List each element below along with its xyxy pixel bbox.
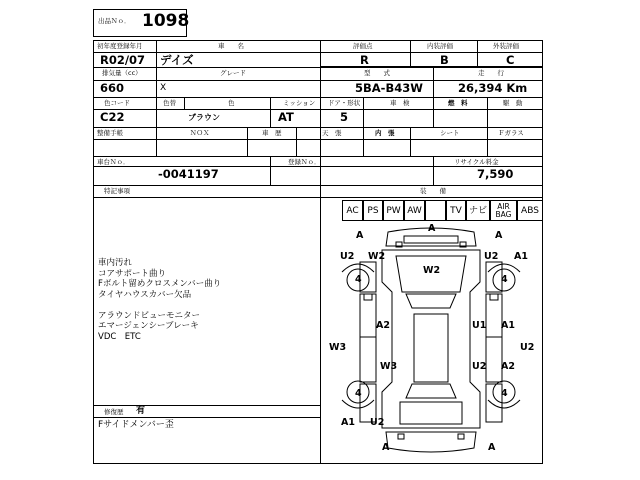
mark-tire-fl: 4 — [355, 274, 362, 285]
color-header: 色 — [228, 99, 235, 107]
col-divider — [363, 127, 364, 156]
interior-value: B — [440, 53, 449, 67]
repair-value: 有 — [136, 406, 146, 416]
mark-tire-fr: 4 — [501, 274, 508, 285]
equipment-ps-label: PS — [367, 205, 379, 216]
rear-lamp-outline — [458, 434, 464, 439]
rear-bumper-outline — [386, 432, 476, 452]
lot-number: 1098 — [142, 11, 190, 31]
doors-header: ドア・形状 — [328, 99, 361, 107]
score-header: 評価点 — [353, 42, 373, 50]
row-divider — [93, 417, 320, 418]
row-divider — [93, 405, 320, 406]
col-divider — [433, 97, 434, 127]
registration-header: 登録Ｎｏ． — [288, 158, 321, 166]
row-divider — [93, 197, 543, 198]
equipment-airbag — [490, 200, 517, 221]
inspection-header: 車 検 — [390, 99, 410, 107]
mirror-left-outline — [364, 294, 372, 300]
remarks-line — [98, 300, 221, 311]
col-divider — [156, 127, 157, 156]
col-divider — [363, 97, 364, 127]
mark-right-front-door: U1 — [472, 320, 487, 331]
rear-lamp-outline — [398, 434, 404, 439]
grade-value: X — [160, 83, 167, 93]
mark-right-side: U2 — [520, 342, 535, 353]
exterior-value: C — [506, 53, 515, 67]
fender-left-outline — [360, 262, 376, 292]
doors-right-outline — [486, 294, 502, 382]
history-header: 車 歴 — [262, 129, 282, 137]
color-sub-header: 色替 — [163, 99, 176, 107]
mark-left-front-door: A2 — [376, 320, 390, 331]
chassis-value: -0041197 — [158, 167, 219, 181]
equipment-pw-label: PW — [386, 205, 401, 216]
manual-header: 整備手帳 — [97, 129, 123, 137]
mileage-header: 走 行 — [478, 69, 504, 77]
model-value: 5BA-B43W — [355, 81, 423, 95]
col-divider — [156, 97, 157, 127]
remarks-line: 車内汚れ — [98, 258, 133, 268]
mileage-value: 26,394 Km — [458, 81, 528, 95]
col-divider — [410, 127, 411, 156]
score-value: R — [360, 53, 369, 67]
col-divider — [487, 127, 488, 156]
equipment-abs — [517, 200, 543, 221]
doors-value: 5 — [340, 110, 349, 124]
fender-right-outline — [486, 262, 502, 292]
lot-number-box — [93, 9, 190, 37]
year-header: 初年度登録年月 — [97, 42, 143, 50]
mark-left-mirror: W2 — [368, 251, 386, 262]
col-divider — [247, 127, 248, 156]
mark-fr-area: A1 — [514, 251, 528, 262]
remarks-text — [98, 258, 221, 342]
col-divider — [270, 97, 271, 127]
remarks-line: VDC ETC — [98, 331, 141, 342]
equipment-abs-label: ABS — [521, 205, 539, 216]
windshield-outline — [406, 294, 456, 308]
mark-front-left-corner: A — [356, 230, 364, 241]
equipment-ac-label: AC — [346, 205, 359, 216]
trunk-outline — [400, 402, 462, 424]
drive-header: 駆 動 — [503, 99, 523, 107]
color-code-header: 色コード — [104, 99, 130, 107]
quarter-right-outline — [486, 384, 502, 422]
color-code-value: C22 — [100, 110, 125, 124]
remarks-line: アラウンドビューモニター — [98, 310, 201, 321]
row-divider — [93, 156, 543, 157]
doors-left-outline — [360, 294, 376, 382]
col-divider — [270, 156, 271, 185]
remarks-line: コアサポート曲り — [98, 268, 167, 279]
transmission-header: ミッション — [283, 99, 316, 107]
equipment-navi-label: ナビ — [468, 205, 487, 216]
displacement-header: 排気量（cc） — [102, 69, 142, 77]
col-divider — [296, 127, 297, 156]
row-divider — [93, 67, 543, 68]
mark-right-rear-step: A2 — [501, 361, 515, 372]
lot-label: 出品Ｎｏ． — [98, 17, 131, 25]
mark-front-bumper: A — [428, 223, 436, 234]
row-divider — [93, 97, 543, 98]
remarks-line: タイヤハウスカバー欠品 — [98, 289, 192, 300]
mark-right-step: A1 — [501, 320, 515, 331]
equipment-pw — [383, 200, 404, 221]
repair-header: 修復歴 — [104, 408, 124, 416]
interior-cond-header: 内 張 — [375, 129, 395, 137]
roof-outline — [414, 314, 448, 382]
equipment-blank — [425, 200, 446, 221]
equipment-airbag-label: AIR BAG — [495, 201, 512, 219]
equipment-ps — [363, 200, 383, 221]
mark-rear-left-panel: U2 — [370, 417, 385, 428]
equipment-header: 装 備 — [420, 187, 446, 195]
col-divider — [433, 67, 434, 97]
row-divider — [93, 139, 543, 140]
interior-header: 内装評価 — [427, 42, 453, 50]
grade-header: グレード — [220, 69, 246, 77]
mark-left-side: W3 — [329, 342, 347, 353]
equipment-aw-label: AW — [407, 205, 422, 216]
body-outline — [382, 250, 480, 428]
remarks-line: エマージェンシーブレーキ — [98, 321, 199, 331]
col-divider — [156, 40, 157, 97]
name-header: 車 名 — [218, 42, 244, 50]
mark-rear-bumper-right: A — [488, 442, 496, 453]
sunroof-header: 天 張 — [322, 129, 342, 137]
recycle-value: 7,590 — [477, 167, 514, 181]
equipment-tv — [446, 200, 466, 221]
mark-hood: W2 — [423, 265, 441, 276]
col-divider — [487, 97, 488, 127]
mark-right-rear-door: U2 — [472, 361, 487, 372]
equipment-navi — [466, 200, 490, 221]
recycle-header: リサイクル料金 — [454, 158, 499, 166]
row-divider — [93, 127, 543, 128]
f-glass-header: Ｆガラス — [498, 129, 524, 137]
mark-front-right-corner: A — [495, 230, 503, 241]
color-value: ブラウン — [188, 113, 220, 122]
equipment-ac — [342, 200, 363, 221]
equipment-tv-label: TV — [450, 205, 462, 216]
col-divider — [433, 156, 434, 185]
col-divider — [184, 97, 185, 109]
equipment-aw — [404, 200, 425, 221]
chassis-header: 車台Ｎｏ． — [97, 158, 130, 166]
model-header: 型 式 — [364, 69, 390, 77]
mirror-right-outline — [490, 294, 498, 300]
rear-window-outline — [406, 384, 456, 398]
mark-tire-rl: 4 — [355, 388, 362, 399]
grille-outline — [404, 236, 458, 243]
mark-left-rear-door: W3 — [380, 361, 398, 372]
remarks-line: Fボルト留めクロスメンバー曲り — [98, 279, 222, 289]
exterior-header: 外装評価 — [493, 42, 519, 50]
fuel-header: 燃 料 — [448, 99, 468, 107]
nox-header: ＮＯＸ — [190, 129, 210, 137]
year-value: R02/07 — [100, 53, 146, 67]
mark-rear-left-quarter: A1 — [341, 417, 355, 428]
displacement-value: 660 — [100, 81, 125, 95]
repair-detail: Fサイドメンバー歪 — [98, 420, 174, 430]
name-value: デイズ — [160, 53, 194, 67]
seat-header: シート — [440, 129, 460, 137]
row-divider — [93, 185, 543, 186]
mark-fr-fender: U2 — [484, 251, 499, 262]
mark-fl-fender: U2 — [340, 251, 355, 262]
remarks-header: 特記事項 — [104, 187, 130, 195]
row-divider — [93, 109, 543, 110]
mark-rear-bumper-left: A — [382, 442, 390, 453]
transmission-value: AT — [278, 110, 294, 124]
mark-tire-rr: 4 — [501, 388, 508, 399]
